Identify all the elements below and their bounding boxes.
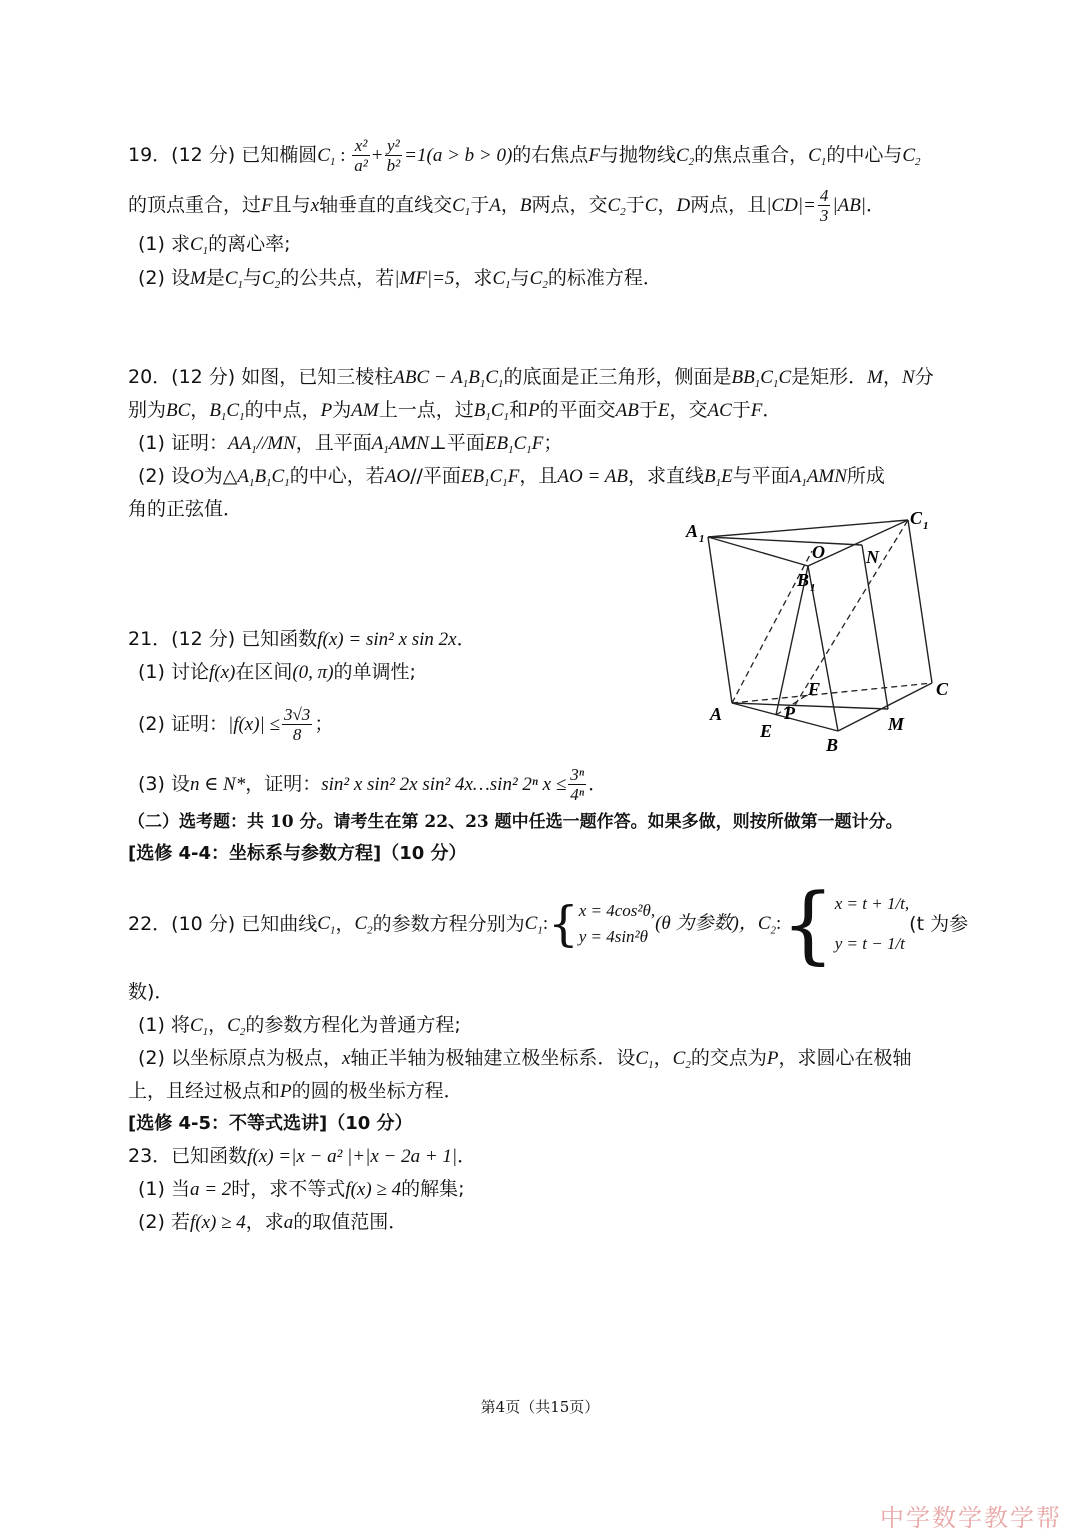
- frac3-num: 4: [819, 186, 829, 205]
- frac-4-3: [818, 186, 831, 225]
- q22-p2d: ，求圆心在极轴: [778, 1047, 912, 1069]
- bb1c1c: BB: [731, 367, 755, 388]
- label-F: F: [808, 679, 821, 699]
- q20-line-end: [128, 495, 242, 523]
- q23-ineq: f(x) ≥ 4: [345, 1179, 402, 1200]
- c2-symbol: C: [675, 145, 689, 166]
- F-symbol: F: [588, 145, 600, 166]
- q20-line2: 别为BC，$B_1C_1$的中点，P为AM上一点，过$B_1C_1$和P的平面交AB于E，交AC于F．: [128, 399, 782, 423]
- system-c1: [579, 898, 655, 950]
- q20-l1a: 20．(12 分) 如图，已知三棱柱: [128, 366, 394, 388]
- q21-nset: n ∈ N*: [189, 774, 246, 795]
- x-symbol: x: [310, 195, 320, 216]
- q20-BC: BC: [166, 400, 191, 421]
- q19-p1a: (1) 求: [138, 233, 190, 255]
- frac1-den: a²: [354, 156, 368, 175]
- q23-f: f(x) =|x − a² |+|x − 2a + 1|: [247, 1146, 458, 1167]
- q19-p2c-2: 与: [510, 267, 530, 289]
- label-O: O: [812, 542, 825, 562]
- frac2-num: y²: [385, 136, 403, 156]
- q21-prod: sin² x sin² 2x sin² 4x…sin² 2ⁿ x ≤: [321, 774, 567, 795]
- mf-eq: |MF|=5: [394, 268, 455, 289]
- q23-p1b: 时，求不等式: [231, 1178, 346, 1200]
- q22-eq1b: y = 4sin²θ: [578, 927, 648, 946]
- q20-N: N: [902, 367, 915, 388]
- q21-p1c: 的单调性;: [333, 661, 416, 683]
- q19-l2h: 两点，且: [690, 194, 767, 216]
- edge-a1a: [708, 537, 732, 703]
- q20-l2d: 为: [332, 399, 352, 421]
- par-mn: //MN: [256, 433, 296, 454]
- q20-AC: AC: [707, 400, 732, 421]
- q19-l2b: 且与: [272, 194, 311, 216]
- A-symbol: A: [489, 195, 501, 216]
- b1e: B: [703, 466, 716, 487]
- c1-sub: 1: [329, 156, 336, 168]
- q22-part2: (2) 以坐标原点为极点，x轴正半轴为极轴建立极坐标系．设$C_1$，$C_2$的交点为P，求圆心在极轴: [138, 1047, 912, 1071]
- q21-p3a: (3) 设: [138, 773, 190, 795]
- q22-p2c: 的交点为: [690, 1047, 767, 1069]
- q22-p2l2a: 上，且经过极点和: [128, 1080, 281, 1102]
- q20-p2f: ，求直线: [627, 465, 704, 487]
- q21-line1: [128, 625, 476, 654]
- section-elective: （二）选考题：共 10 分。请考生在第 22、23 题中任选一题作答。如果多做，则按所做第一题计分。: [128, 812, 903, 832]
- q19-head: 19．(12 分) 已知椭圆: [128, 144, 318, 166]
- q20-E: E: [657, 400, 670, 421]
- q19-line1: 19．(12 分) 已知椭圆$C_1$ : $\frac{\text{x²}}{\text{a²}}$ + $\frac{\text{y²}}{\text{b²}}$ =1(a > b > 0)的右焦点F与抛物线$C_2$的焦点重合，$C_1$的中心与$C_2$: [128, 136, 921, 175]
- q20-l2k: ．: [762, 399, 782, 421]
- q23-p1c: 的解集;: [401, 1178, 465, 1200]
- q22-param1: (θ 为参数)，: [655, 913, 758, 934]
- q22-eq2a: x = t + 1/t,: [834, 894, 910, 913]
- q22-line1: 22．(10 分) 已知曲线$C_1$，$C_2$的参数方程分别为$C_1$:{ x = 4cos²θ, y = 4sin²θ (θ 为参数)，$C_2$:{ x = t + 1/t, y = t − 1/t (t 为参: [128, 875, 969, 973]
- label-N: N: [866, 547, 879, 567]
- brace-2: {: [781, 875, 835, 973]
- q19-l2d: 于: [470, 194, 490, 216]
- q23-p2c: 的取值范围．: [293, 1211, 408, 1233]
- q22-x: x: [341, 1048, 351, 1069]
- q19-mid3: 的焦点重合，: [694, 144, 809, 166]
- brace-1: {: [548, 896, 579, 952]
- q20-l2i: ，交: [669, 399, 708, 421]
- q20-line1: 20．(12 分) 如图，已知三棱柱ABC − $A_1B_1C_1$的底面是正三角形，侧面是$BB_1C_1C$是矩形．M，N分: [128, 366, 934, 390]
- c1-symbol: C: [317, 145, 330, 166]
- q21-abs: |f(x)| ≤: [227, 714, 280, 735]
- q19-l2e: ，: [500, 194, 520, 216]
- q20-p1b: ，且平面: [295, 432, 372, 454]
- q20-end: 角的正弦值．: [128, 498, 243, 520]
- ao-eq-ab: AO = AB: [557, 466, 628, 487]
- q22-sep: ，: [335, 913, 355, 935]
- q21-p3b: ，证明：: [245, 773, 322, 795]
- q19-line2: 的顶点重合，过F且与x轴垂直的直线交$C_1$于A，B两点，交$C_2$于C，D两点，且|CD|= $\frac{4}{3}$ |AB|．: [128, 186, 886, 225]
- q23-part1: [138, 1175, 465, 1204]
- aa1: AA: [227, 433, 252, 454]
- q23-head: 23．已知函数: [128, 1145, 248, 1167]
- watermark: 中学数学教学帮: [880, 1504, 1062, 1532]
- q20-l2b: ，: [190, 399, 210, 421]
- page-footer: 第4页（共15页）: [480, 1398, 600, 1416]
- q20-p2b: 为△: [203, 465, 238, 487]
- F-symbol-2: F: [261, 195, 273, 216]
- q20-l2f: 和: [509, 399, 529, 421]
- q21-p3-end: ．: [588, 773, 608, 795]
- eq-tail: =1(a > b > 0): [404, 145, 513, 166]
- q20-l2h: 于: [638, 399, 658, 421]
- frac2-den: b²: [386, 156, 401, 175]
- B-symbol: B: [519, 195, 532, 216]
- q21-p1a: (1) 讨论: [138, 661, 209, 683]
- edge-nm: [862, 545, 888, 709]
- q19-p2e: ，求: [454, 267, 493, 289]
- label-B1: B: [797, 570, 810, 590]
- q22-eq1a: x = 4cos²θ,: [578, 901, 656, 920]
- q23-line1: [128, 1142, 476, 1171]
- q21-p2a: (2) 证明：: [138, 713, 228, 735]
- q22-p2a: (2) 以坐标原点为极点，: [138, 1047, 342, 1069]
- q19-end: ．: [866, 194, 886, 216]
- q20-l1b: 的底面是正三角形，侧面是: [503, 366, 732, 388]
- q21-frac3-num: 3ⁿ: [570, 765, 585, 784]
- frac-3n-4n: [568, 765, 586, 804]
- q22-head: 22．(10 分) 已知曲线: [128, 913, 318, 935]
- q20-l2g: 的平面交: [539, 399, 616, 421]
- label-C1-sub: 1: [923, 520, 929, 532]
- q23-end: ．: [457, 1145, 477, 1167]
- q22-p2l2b: 的圆的极坐标方程．: [291, 1080, 463, 1102]
- q20-p1a: (1) 证明：: [138, 432, 228, 454]
- q20-p2c: 的中心，若: [289, 465, 385, 487]
- q19-mid4: 的中心与: [826, 144, 903, 166]
- q21-head: 21．(12 分) 已知函数: [128, 628, 318, 650]
- q20-p2g: 与平面: [732, 465, 790, 487]
- C-symbol: C: [644, 195, 658, 216]
- q20-l1d: 分: [914, 366, 934, 388]
- q21-part3: [138, 765, 607, 804]
- label-A1: A: [686, 521, 699, 541]
- q20-l1c: 是矩形．: [791, 366, 868, 388]
- q23-ineq2: f(x) ≥ 4: [189, 1212, 246, 1233]
- q22-c1: C: [317, 913, 330, 934]
- frac-x2-a2: [352, 136, 370, 175]
- q22-cont: [128, 978, 173, 1006]
- eb1c1f: EB: [484, 433, 509, 454]
- q19-mid2: 与抛物线: [599, 144, 676, 166]
- label-B: B: [826, 735, 839, 755]
- q20-O: O: [189, 466, 204, 487]
- q20-ao: AO: [384, 466, 411, 487]
- section-45: [选修 4-5：不等式选讲]（10 分）: [128, 1113, 413, 1134]
- prism-figure: [680, 505, 960, 755]
- q22-cont-text: 数)．: [128, 981, 174, 1003]
- q20-M: M: [867, 367, 883, 388]
- q20-part2: (2) 设O为$\triangle A_1B_1C_1$的中心，若AO//平面$EB_1C_1F$，且AO = AB，求直线$B_1E$与平面$A_1AMN$所成: [138, 465, 885, 489]
- q19-p2c: 与: [243, 267, 263, 289]
- cd-abs: |CD|=: [766, 195, 816, 216]
- label-A: A: [710, 704, 723, 724]
- q20-P: P: [320, 400, 333, 421]
- q21-frac3-den: 4ⁿ: [570, 785, 585, 804]
- q21-p2-end: ；: [314, 713, 334, 735]
- q23-p2b: ，求: [245, 1211, 284, 1233]
- q19-l2c: 轴垂直的直线交: [319, 194, 453, 216]
- D-symbol: D: [676, 195, 691, 216]
- q22-mid: 的参数方程分别为: [372, 913, 525, 935]
- q20-AB: AB: [615, 400, 639, 421]
- q23-p2a: (2) 若: [138, 1211, 190, 1233]
- q22-P: P: [766, 1048, 779, 1069]
- q19-p1b: 的离心率;: [208, 233, 291, 255]
- label-E: E: [760, 721, 773, 741]
- ab-abs: |AB|: [832, 195, 867, 216]
- q20-l2c: 的中点，: [244, 399, 321, 421]
- q19-mid: 的右焦点: [512, 144, 589, 166]
- q23-p1a: (1) 当: [138, 1178, 190, 1200]
- q19-part1: (1) 求$C_1$的离心率;: [138, 233, 291, 257]
- q21-end: ．: [456, 628, 476, 650]
- q20-l2a: 别为: [128, 399, 167, 421]
- q20-part1: (1) 证明：$AA_1//MN$，且平面$A_1AMN\perp$平面$EB_1C_1F$；: [138, 432, 563, 456]
- q20-l2j: 于: [731, 399, 751, 421]
- perp: ⊥平面: [428, 433, 485, 454]
- q21-frac-den: 8: [292, 725, 302, 744]
- q20-p2a: (2) 设: [138, 465, 190, 487]
- q22-eq2b: y = t − 1/t: [834, 934, 905, 953]
- frac3-den: 3: [819, 206, 829, 225]
- q19-p2b: 是: [205, 267, 225, 289]
- q22-c2: C: [354, 913, 368, 934]
- q19-p2f: 的标准方程．: [547, 267, 662, 289]
- q23-a: a: [283, 1212, 294, 1233]
- q20-p1c: ；: [543, 432, 563, 454]
- label-C: C: [936, 679, 949, 699]
- q19-l2g: 于: [625, 194, 645, 216]
- q22-part2-cont: 上，且经过极点和P的圆的极坐标方程．: [128, 1080, 463, 1102]
- prism-name: ABC − A: [393, 367, 463, 388]
- q20-p2h: 所成: [846, 465, 885, 487]
- label-C1: C: [910, 508, 923, 528]
- q19-p2d: 的公共点，若: [280, 267, 395, 289]
- label-P: P: [784, 703, 795, 723]
- q21-part2: [138, 705, 333, 744]
- label-M: M: [888, 714, 905, 734]
- label-B1-sub: 1: [810, 582, 816, 594]
- q21-interval: (0, π): [292, 662, 334, 683]
- frac-3sqrt3-8: [282, 705, 312, 744]
- label-A1-sub: 1: [699, 533, 705, 545]
- edge-c1c: [908, 520, 932, 683]
- q20-F: F: [750, 400, 763, 421]
- frac-y2-b2: [385, 136, 403, 175]
- q23-a2: a = 2: [189, 1179, 232, 1200]
- q20-p2d: //平面: [410, 465, 461, 487]
- q20-l2e: 上一点，过: [378, 399, 474, 421]
- q21-f: f(x) = sin² x sin 2x: [317, 629, 457, 650]
- q21-part1: [138, 658, 416, 687]
- section-44: [选修 4-4：坐标系与参数方程]（10 分）: [128, 843, 467, 864]
- q19-l2a: 的顶点重合，过: [128, 194, 262, 216]
- q20-AM: AM: [351, 400, 379, 421]
- q22-p2b: 轴正半轴为极轴建立极坐标系．设: [350, 1047, 636, 1069]
- system-c2: [835, 884, 909, 964]
- q22-param2: (t 为参: [909, 913, 969, 935]
- a1amn: A: [371, 433, 384, 454]
- q21-fx: f(x): [208, 662, 236, 683]
- edge-am: [732, 703, 888, 709]
- q19-p2a: (2) 设: [138, 267, 190, 289]
- q20-p2e: ，且: [519, 465, 558, 487]
- q22-p1a: (1) 将: [138, 1014, 190, 1036]
- q22-p1b: 的参数方程化为普通方程;: [245, 1014, 461, 1036]
- q23-part2: [138, 1208, 407, 1237]
- q19-l2f: 两点，交: [531, 194, 608, 216]
- q22-part1: (1) 将$C_1$，$C_2$的参数方程化为普通方程;: [138, 1014, 461, 1038]
- q21-p1b: 在区间: [235, 661, 293, 683]
- q19-part2: (2) 设M是$C_1$与$C_2$的公共点，若|MF|=5，求$C_1$与$C_2$的标准方程．: [138, 267, 662, 291]
- M-symbol: M: [189, 268, 206, 289]
- q21-frac-num: 3√3: [283, 705, 311, 724]
- frac1-num: x²: [352, 136, 370, 156]
